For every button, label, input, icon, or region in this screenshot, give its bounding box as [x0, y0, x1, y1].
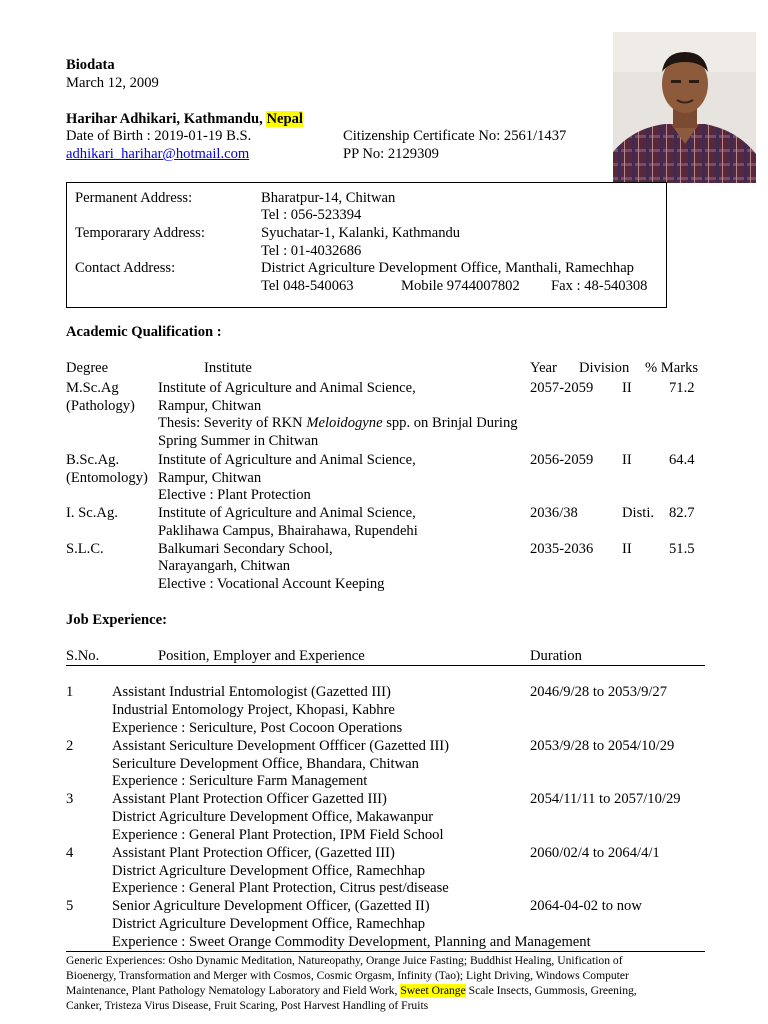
citizenship-number: Citizenship Certificate No: 2561/1437: [343, 128, 567, 144]
job-duration: 2054/11/11 to 2057/10/29: [530, 791, 681, 807]
person-name: [66, 111, 303, 128]
col-marks: % Marks: [645, 360, 699, 376]
job-duration: 2046/9/28 to 2053/9/27: [530, 684, 668, 700]
profile-photo-image: [613, 32, 756, 183]
institute-line: Spring Summer in Chitwan: [158, 433, 319, 449]
degree-subject: (Entomology): [66, 470, 148, 486]
doc-title: Biodata: [66, 57, 115, 73]
year: 2056-2059: [530, 452, 594, 468]
job-sno: 1: [66, 684, 74, 700]
contact-address-label: Contact Address:: [75, 260, 176, 276]
job-sno: 4: [66, 845, 74, 861]
degree-subject: (Pathology): [66, 398, 135, 414]
year: 2036/38: [530, 505, 578, 521]
elective-line: Elective : Vocational Account Keeping: [158, 576, 385, 592]
job-employer: Sericulture Development Office, Bhandara, Chitwan: [112, 756, 419, 772]
job-duration: 2064-04-02 to now: [530, 898, 642, 914]
job-sno: 5: [66, 898, 74, 914]
job-experience: Experience : General Plant Protection, Citrus pest/disease: [112, 880, 449, 896]
job-experience: Experience : Sericulture Farm Management: [112, 773, 368, 789]
marks: 82.7: [669, 505, 695, 521]
job-header-rule: [66, 665, 705, 666]
date-of-birth: Date of Birth : 2019-01-19 B.S.: [66, 128, 252, 144]
name-highlight: Nepal: [266, 111, 303, 127]
job-experience: Experience : General Plant Protection, IPM Field School: [112, 827, 444, 843]
permanent-address-line1: Bharatpur-14, Chitwan: [261, 190, 396, 206]
temporary-address-tel: Tel : 01-4032686: [261, 243, 362, 259]
institute-line: Balkumari Secondary School,: [158, 541, 333, 557]
col-institute: Institute: [204, 360, 252, 376]
degree: B.Sc.Ag.: [66, 452, 120, 468]
generic-text: Maintenance, Plant Pathology Nematology Laboratory and Field Work,: [66, 984, 401, 997]
job-employer: District Agriculture Development Office, Makawanpur: [112, 809, 434, 825]
col-year: Year: [530, 360, 557, 376]
job-position: Senior Agriculture Development Officer, (Gazetted II): [112, 898, 430, 914]
col-sno: S.No.: [66, 648, 100, 664]
marks: 51.5: [669, 541, 695, 557]
job-employer: District Agriculture Development Office, Ramechhap: [112, 916, 425, 932]
marks: 71.2: [669, 380, 695, 396]
generic-experience-line: Generic Experiences: Osho Dynamic Meditation, Natureopathy, Orange Juice Fasting; Buddhist Healing, Unification of: [66, 954, 623, 967]
temporary-address-label: Temporarary Address:: [75, 225, 205, 241]
contact-fax: Fax : 48-540308: [551, 278, 648, 294]
year: 2057-2059: [530, 380, 594, 396]
generic-text-end: Scale Insects, Gummosis, Greening,: [465, 984, 637, 997]
division: II: [622, 380, 632, 396]
thesis-text: Thesis: Severity of RKN: [158, 415, 307, 431]
elective-line: Elective : Plant Protection: [158, 487, 311, 503]
job-position: Assistant Plant Protection Officer Gazetted III): [112, 791, 387, 807]
institute-line: Institute of Agriculture and Animal Science,: [158, 380, 416, 396]
job-duration: 2060/02/4 to 2064/4/1: [530, 845, 660, 861]
job-position: Assistant Plant Protection Officer, (Gazetted III): [112, 845, 395, 861]
degree: I. Sc.Ag.: [66, 505, 118, 521]
job-position: Assistant Industrial Entomologist (Gazetted III): [112, 684, 391, 700]
generic-highlight: Sweet Orange: [400, 984, 466, 997]
col-duration: Duration: [530, 648, 582, 664]
job-employer: Industrial Entomology Project, Khopasi, Kabhre: [112, 702, 395, 718]
name-text: Harihar Adhikari, Kathmandu,: [66, 111, 267, 127]
job-employer: District Agriculture Development Office, Ramechhap: [112, 863, 425, 879]
email-link[interactable]: adhikari_harihar@hotmail.com: [66, 146, 250, 162]
marks: 64.4: [669, 452, 695, 468]
passport-number: PP No: 2129309: [343, 146, 439, 162]
institute-line: Rampur, Chitwan: [158, 470, 262, 486]
job-position: Assistant Sericulture Development Offficer (Gazetted III): [112, 738, 450, 754]
division: II: [622, 452, 632, 468]
institute-line: Institute of Agriculture and Animal Science,: [158, 505, 416, 521]
contact-address-line1: District Agriculture Development Office, Manthali, Ramechhap: [261, 260, 634, 276]
col-degree: Degree: [66, 360, 109, 376]
thesis-genus: Meloidogyne: [306, 415, 383, 431]
thesis-line: [158, 415, 518, 432]
job-sno: 2: [66, 738, 74, 754]
contact-mobile: Mobile 9744007802: [401, 278, 520, 294]
degree: S.L.C.: [66, 541, 104, 557]
contact-tel: Tel 048-540063: [261, 278, 354, 294]
institute-line: Narayangarh, Chitwan: [158, 558, 291, 574]
doc-date: March 12, 2009: [66, 75, 159, 91]
academic-heading: Academic Qualification :: [66, 324, 222, 340]
degree: M.Sc.Ag: [66, 380, 119, 396]
generic-experience-line: [66, 983, 637, 998]
job-duration: 2053/9/28 to 2054/10/29: [530, 738, 675, 754]
institute-line: Institute of Agriculture and Animal Science,: [158, 452, 416, 468]
permanent-address-label: Permanent Address:: [75, 190, 193, 206]
temporary-address-line1: Syuchatar-1, Kalanki, Kathmandu: [261, 225, 461, 241]
job-sno: 3: [66, 791, 74, 807]
permanent-address-tel: Tel : 056-523394: [261, 207, 362, 223]
profile-photo: [613, 32, 756, 183]
thesis-text-end: spp. on Brinjal During: [382, 415, 518, 431]
generic-top-rule: [66, 951, 705, 952]
col-division: Division: [579, 360, 630, 376]
year: 2035-2036: [530, 541, 594, 557]
division: II: [622, 541, 632, 557]
generic-experience-line: Bioenergy, Transformation and Merger with Cosmos, Cosmic Orgasm, Infinity (Tao); Light Driving, Windows Computer: [66, 969, 629, 982]
institute-line: Paklihawa Campus, Bhairahawa, Rupendehi: [158, 523, 418, 539]
division: Disti.: [622, 505, 655, 521]
job-experience: Experience : Sweet Orange Commodity Development, Planning and Management: [112, 934, 591, 950]
generic-experience-line: Canker, Tristeza Virus Disease, Fruit Scaring, Post Harvest Handling of Fruits: [66, 999, 429, 1012]
col-position: Position, Employer and Experience: [158, 648, 365, 664]
job-experience: Experience : Sericulture, Post Cocoon Operations: [112, 720, 403, 736]
institute-line: Rampur, Chitwan: [158, 398, 262, 414]
job-heading: Job Experience:: [66, 612, 167, 628]
